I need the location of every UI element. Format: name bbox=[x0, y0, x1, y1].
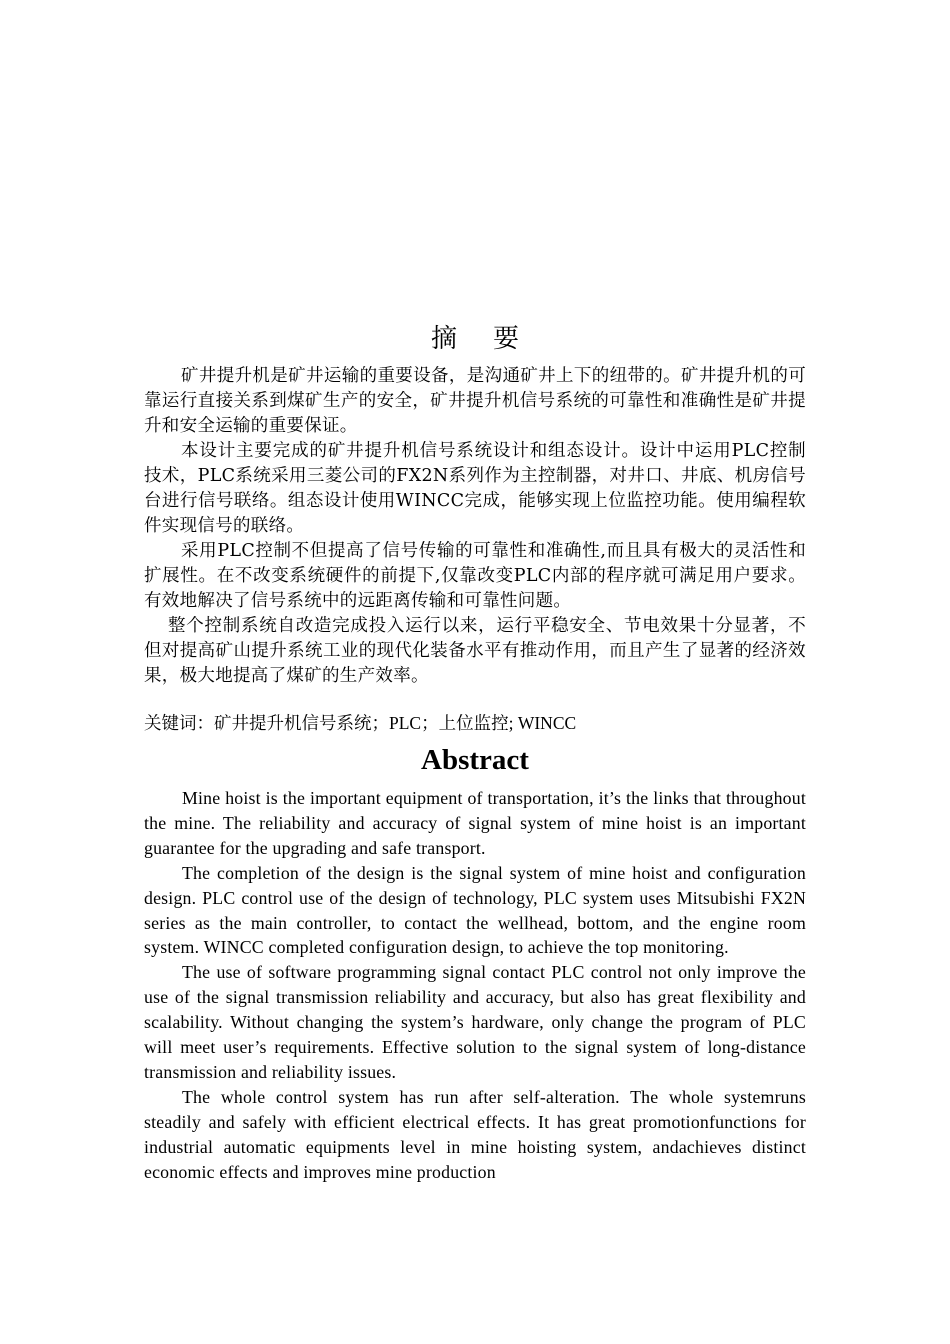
chinese-abstract-body bbox=[144, 364, 806, 689]
english-abstract-title: Abstract bbox=[421, 744, 529, 776]
chinese-keywords: 关键词：矿井提升机信号系统；PLC；上位监控; WINCC bbox=[144, 713, 577, 733]
english-paragraph-3: The use of software programming signal contact PLC control not only improve the use of the signal transmission reliability and accuracy, but also has great flexibility and scalability. Without changing the system’s hardware, only change the program of PLC will meet user’s requirements. Effective solution to the signal system of long-distance transmission and reliability issues. bbox=[144, 962, 806, 1082]
english-paragraph-1: Mine hoist is the important equipment of transportation, it’s the links that throughout the mine. The reliability and accuracy of signal system of mine hoist is an important guarantee for the upgrading and safe transport. bbox=[144, 788, 806, 858]
chinese-paragraph-4: 整个控制系统自改造完成投入运行以来，运行平稳安全、节电效果十分显著，不但对提高矿山提升系统工业的现代化装备水平有推动作用，而且产生了显著的经济效果，极大地提高了煤矿的生产效率。 bbox=[144, 616, 806, 686]
chinese-abstract-title: 摘要 bbox=[430, 324, 555, 354]
chinese-paragraph-2: 本设计主要完成的矿井提升机信号系统设计和组态设计。设计中运用PLC控制技术，PLC系统采用三菱公司的FX2N系列作为主控制器，对井口、井底、机房信号台进行信号联络。组态设计使用WINCC完成，能够实现上位监控功能。使用编程软件实现信号的联络。 bbox=[144, 441, 806, 536]
chinese-paragraph-1: 矿井提升机是矿井运输的重要设备，是沟通矿井上下的纽带的。矿井提升机的可靠运行直接关系到煤矿生产的安全，矿井提升机信号系统的可靠性和准确性是矿井提升和安全运输的重要保证。 bbox=[144, 366, 806, 436]
english-paragraph-4: The whole control system has run after self-alteration. The whole systemruns steadily and safely with efficient electrical effects. It has great promotionfunctions for industrial automatic equipments level in mine hoisting system, andachieves distinct economic effects and improves mine production bbox=[144, 1086, 806, 1182]
english-abstract-body bbox=[144, 786, 806, 1185]
english-paragraph-2: The completion of the design is the signal system of mine hoist and configuration design. PLC control use of the design of technology, PLC system uses Mitsubishi FX2N series as the main controller, to contact the wellhead, bottom, and the engine room system. WINCC completed configuration design, to achieve the top monitoring. bbox=[144, 862, 806, 958]
chinese-paragraph-3: 采用PLC控制不但提高了信号传输的可靠性和准确性,而且具有极大的灵活性和扩展性。在不改变系统硬件的前提下,仅靠改变PLC内部的程序就可满足用户要求。有效地解决了信号系统中的远距离传输和可靠性问题。 bbox=[144, 541, 806, 611]
